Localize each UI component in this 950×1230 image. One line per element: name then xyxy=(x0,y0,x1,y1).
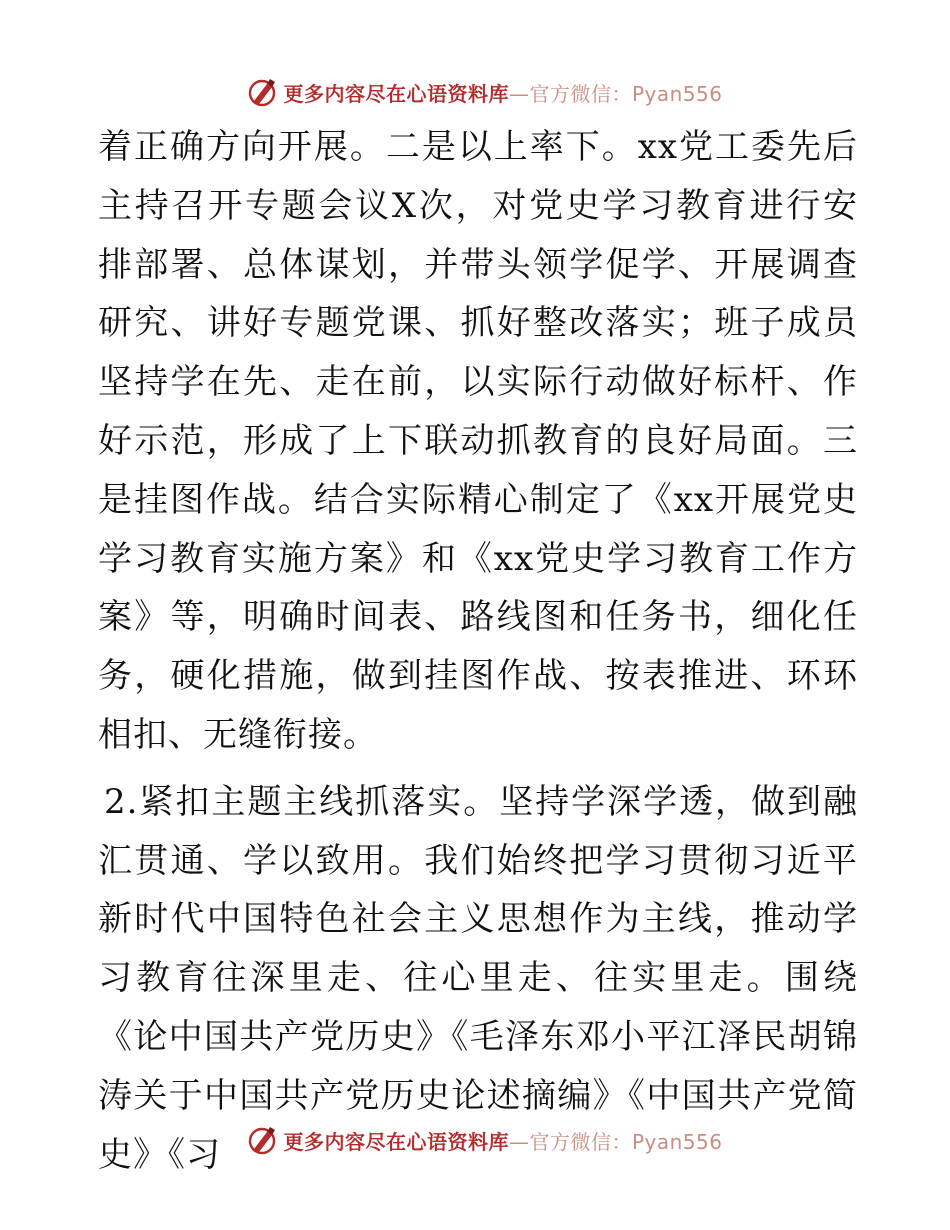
header-banner-text xyxy=(283,78,722,107)
header-banner xyxy=(0,72,950,112)
footer-contact-text: 官方微信：Pyan556 xyxy=(529,1129,723,1154)
header-contact-text: 官方微信：Pyan556 xyxy=(529,81,723,106)
body-paragraph-1: 着正确方向开展。二是以上率下。xx党工委先后主持召开专题会议X次，对党史学习教育进行安排部署、总体谋划，并带头领学促学、开展调查研究、讲好专题党课、抓好整改落实；班子成员坚持学在先、走在前，以实际行动做好标杆、作好示范，形成了上下联动抓教育的良好局面。三是挂图作战。结合实际精心制定了《xx开展党史学习教育实施方案》和《xx党史学习教育工作方案》等，明确时间表、路线图和任务书，细化任务，硬化措施，做到挂图作战、按表推进、环环相扣、无缝衔接。 xyxy=(98,127,858,755)
header-banner-inner xyxy=(245,75,722,109)
footer-banner-inner xyxy=(245,1123,722,1157)
footer-separator: — xyxy=(508,1129,530,1154)
footer-banner xyxy=(0,1120,950,1160)
footer-banner-text xyxy=(283,1126,722,1155)
pen-circle-logo-icon xyxy=(245,1123,279,1157)
footer-brand-text: 更多内容尽在心语资料库 xyxy=(283,1129,509,1154)
header-brand-text: 更多内容尽在心语资料库 xyxy=(283,81,509,106)
header-separator: — xyxy=(508,81,530,106)
body-paragraph-2: 2.紧扣主题主线抓落实。坚持学深学透，做到融汇贯通、学以致用。我们始终把学习贯彻习近平新时代中国特色社会主义思想作为主线，推动学习教育往深里走、往心里走、往实里走。围绕《论中国共产党历史》《毛泽东邓小平江泽民胡锦涛关于中国共产党历史论述摘编》《中国共产党简史》《习 xyxy=(98,781,858,1175)
pen-circle-logo-icon xyxy=(245,75,279,109)
document-body xyxy=(98,118,858,1184)
